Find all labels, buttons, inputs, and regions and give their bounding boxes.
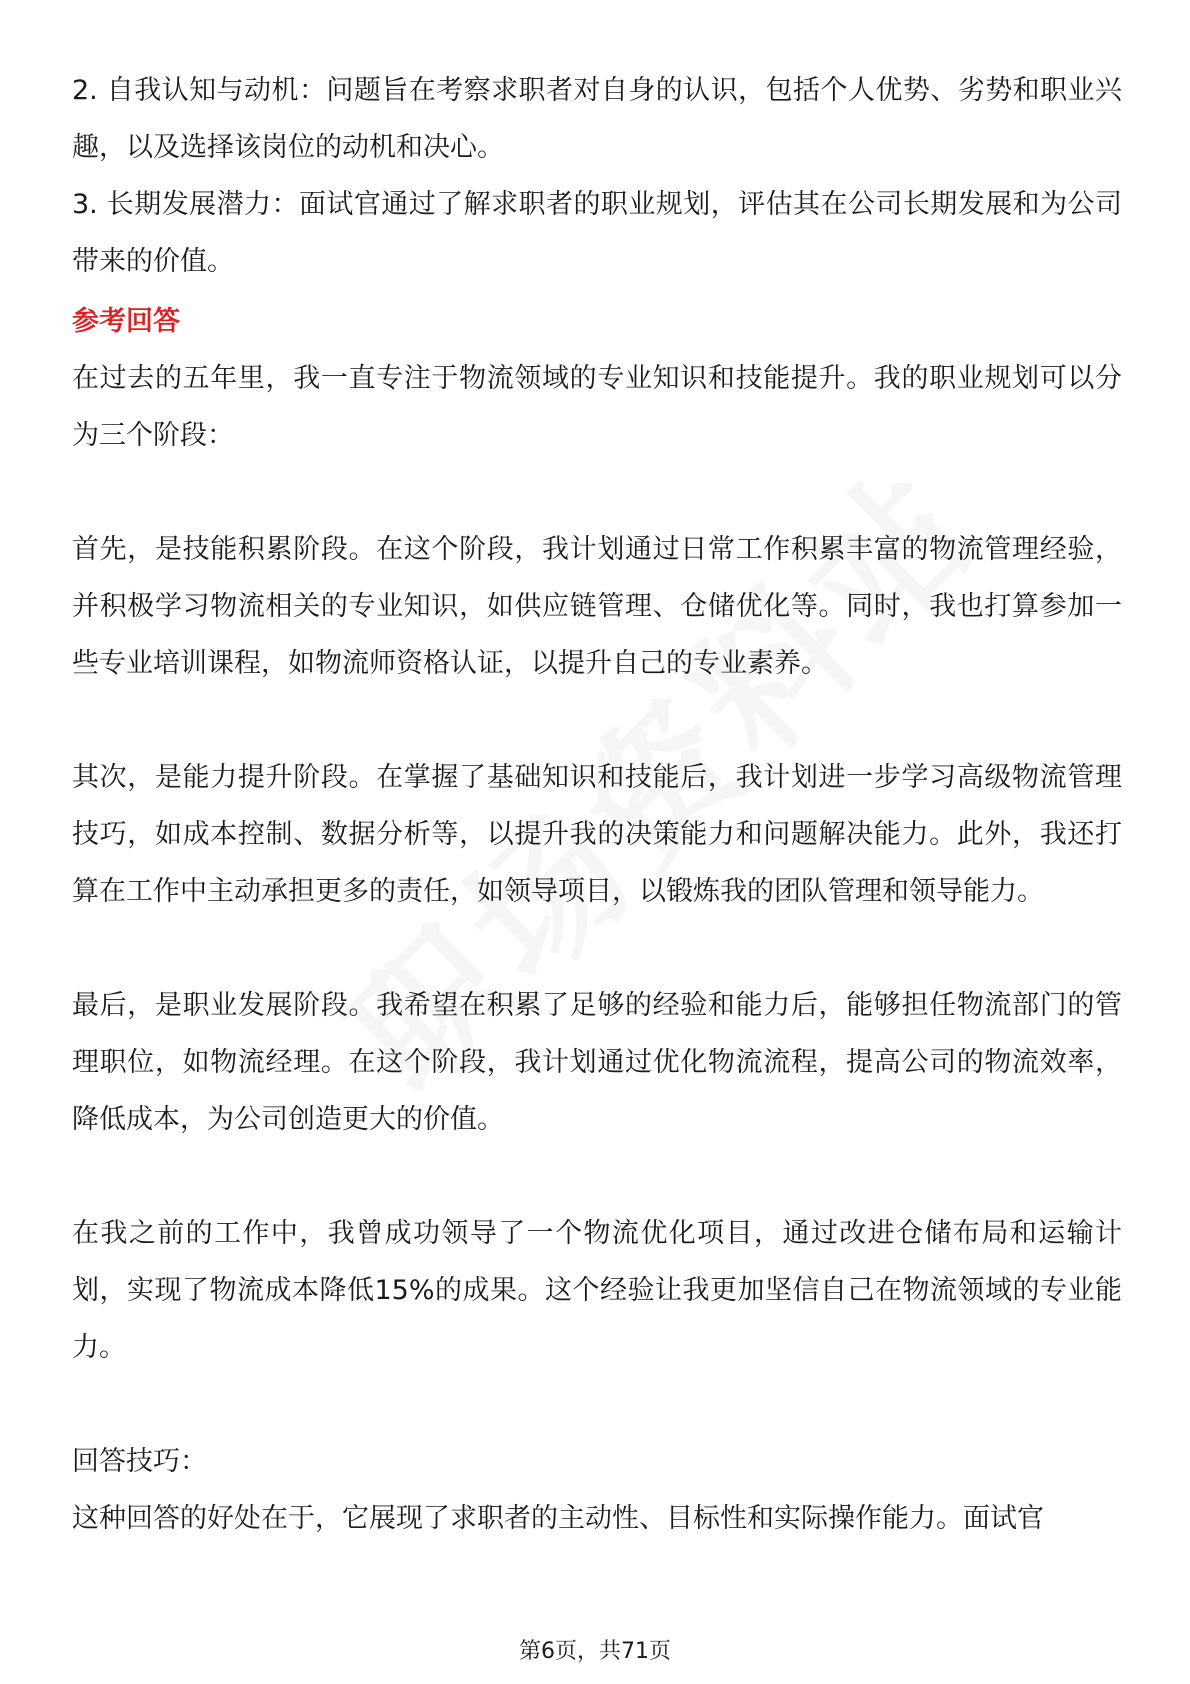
- paragraph-gap: [72, 1376, 1122, 1433]
- answer-experience-paragraph: 在我之前的工作中，我曾成功领导了一个物流优化项目，通过改进仓储布局和运输计划，实现了物流成本降低15%的成果。这个经验让我更加坚信自己在物流领域的专业能力。: [72, 1218, 1122, 1363]
- tips-heading: 回答技巧：: [72, 1446, 207, 1477]
- tips-paragraph: 这种回答的好处在于，它展现了求职者的主动性、目标性和实际操作能力。面试官: [72, 1503, 1044, 1534]
- intro-point-3: 3. 长期发展潜力：面试官通过了解求职者的职业规划，评估其在公司长期发展和为公司带来的价值。: [72, 189, 1122, 277]
- paragraph-gap: [72, 920, 1122, 977]
- document-page: [72, 62, 1122, 1547]
- paragraph-gap: [72, 464, 1122, 521]
- intro-point-2: 2. 自我认知与动机：问题旨在考察求职者对自身的认识，包括个人优势、劣势和职业兴趣，以及选择该岗位的动机和决心。: [72, 75, 1122, 163]
- page-footer: 第6页，共71页: [519, 1639, 671, 1664]
- paragraph-gap: [72, 1148, 1122, 1205]
- reference-heading: 参考回答: [72, 306, 180, 337]
- paragraph-gap: [72, 692, 1122, 749]
- answer-stage-2-paragraph: 其次，是能力提升阶段。在掌握了基础知识和技能后，我计划进一步学习高级物流管理技巧，如成本控制、数据分析等，以提升我的决策能力和问题解决能力。此外，我还打算在工作中主动承担更多的责任，如领导项目，以锻炼我的团队管理和领导能力。: [72, 762, 1122, 907]
- answer-intro-paragraph: 在过去的五年里，我一直专注于物流领域的专业知识和技能提升。我的职业规划可以分为三个阶段：: [72, 363, 1122, 451]
- answer-stage-1-paragraph: 首先，是技能积累阶段。在这个阶段，我计划通过日常工作积累丰富的物流管理经验，并积极学习物流相关的专业知识，如供应链管理、仓储优化等。同时，我也打算参加一些专业培训课程，如物流师资格认证，以提升自己的专业素养。: [72, 534, 1122, 679]
- answer-stage-3-paragraph: 最后，是职业发展阶段。我希望在积累了足够的经验和能力后，能够担任物流部门的管理职位，如物流经理。在这个阶段，我计划通过优化物流流程，提高公司的物流效率，降低成本，为公司创造更大的价值。: [72, 990, 1122, 1135]
